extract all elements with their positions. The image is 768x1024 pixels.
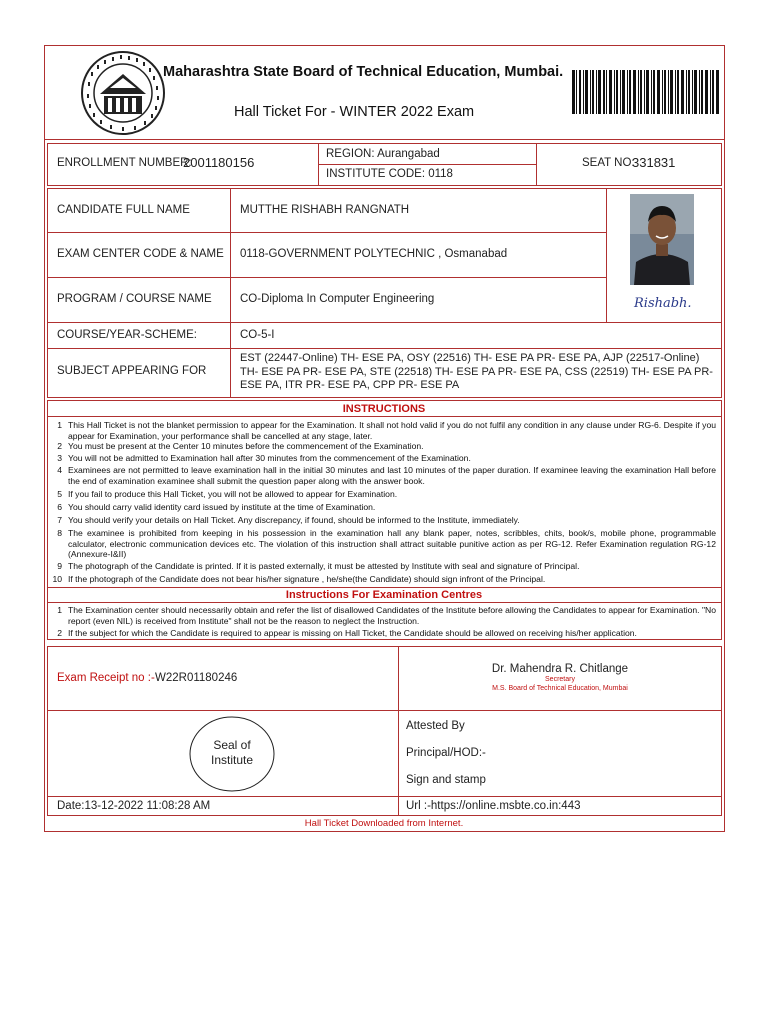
region-text: REGION: Aurangabad (326, 148, 440, 160)
candidate-name-label: CANDIDATE FULL NAME (57, 204, 190, 216)
sign-stamp-label: Sign and stamp (406, 774, 486, 786)
print-date: Date:13-12-2022 11:08:28 AM (57, 800, 211, 812)
exam-receipt-label: Exam Receipt no :- (57, 672, 155, 684)
seal-text-line1: Seal of (213, 738, 251, 752)
subjects-label: SUBJECT APPEARING FOR (57, 365, 207, 377)
instruction-list: 1 This Hall Ticket is not the blanket permission to appear for the Examination. It shall not hold valid if you do not fulfil any condition in any clause under RG-6. Despite if you appear for Examination, your performance shall be cancelled at any stage, later. 2 You must be present at the Center 10 minutes before the commencement of the Examination. 3 You will not be admitted to Examination hall after 30 minutes from the commencement of the Examination. 4 Examinees are not permitted to leave examination hall in the initial 30 minutes and last 10 minutes of the paper duration. If examinee leaving the examination Hall before the end of examination examinee shall submit the question paper along with the answer book. 5 If you fail to produce this Hall Ticket, you will not be allowed to appear for Examination. 6 You should carry valid identity card issued by institute at the time of Examination. 7 You should verify your details on Hall Ticket. Any discrepancy, if found, should be informed to the Institute, immediately. 8 The examinee is prohibited from keeping in his possession in the examination hall any blank paper, notes, scribbles, chits, book/s, mobile phone, programmable calculator, electronic communication devices etc. The violation of this instruction shall attract suitable punitive action as per RG-12. Refer Examination regulation RG-12 (Annexure-I&II) 9 The photograph of the Candidate is printed. If it is pasted externally, it must be attested by Institute with seal and signature of Principal. 10 If the photograph of the Candidate does not bear his/her signature , he/she(the Candidate) should sign infront of the Principal. (52, 420, 716, 584)
instructions-title: INSTRUCTIONS (342, 403, 426, 415)
secretary-title: Secretary (545, 676, 575, 683)
seat-label: SEAT NO: (582, 157, 635, 169)
seat-value: 331831 (632, 155, 676, 170)
centre-instruction-list: 1 The Examination center should necessarily obtain and refer the list of disallowed Candidates of the Institute before allowing the Candidates to appear for Examination. "No report (even NIL) is received from Institute" shall not be the reason to neglect the Instruction. 2 If the subject for which the Candidate is required to appear is missing on Hall Ticket, the Candidate should be allowed on receiving his/her application. (57, 605, 716, 638)
seal-text-line2: Institute (210, 753, 254, 767)
secretary-org: M.S. Board of Technical Education, Mumbai (492, 685, 628, 692)
enrollment-value: 2001180156 (183, 155, 255, 170)
attested-by: Attested By (406, 720, 465, 732)
portal-url: Url :-https://online.msbte.co.in:443 (406, 800, 581, 812)
exam-receipt-value: W22R01180246 (155, 672, 238, 684)
centre-instructions-title: Instructions For Examination Centres (285, 589, 483, 601)
enrollment-label: ENROLLMENT NUMBER: (57, 157, 192, 169)
exam-center-value: 0118-GOVERNMENT POLYTECHNIC , Osmanabad (240, 248, 508, 260)
secretary-name: Dr. Mahendra R. Chitlange (491, 663, 629, 675)
candidate-name-value: MUTTHE RISHABH RANGNATH (240, 204, 410, 216)
downloaded-note: Hall Ticket Downloaded from Internet. (304, 818, 464, 829)
exam-center-label: EXAM CENTER CODE & NAME (57, 248, 224, 260)
barcode-icon (572, 70, 720, 114)
institute-code-text: INSTITUTE CODE: 0118 (326, 168, 453, 180)
subjects-value: EST (22447-Online) TH- ESE PA, OSY (22516) TH- ESE PA PR- ESE PA, AJP (22517-Online) TH- ESE PA PR- ESE PA, STE (22518) TH- ESE PA PR- ESE PA, CSS (22519) TH- ESE PA PR- ESE PA, ITR PR- ESE PA, CPP PR- ESE PA (240, 352, 713, 391)
program-value: CO-Diploma In Computer Engineering (240, 293, 435, 305)
course-year-value: CO-5-I (240, 329, 275, 341)
course-year-label: COURSE/YEAR-SCHEME: (57, 329, 197, 341)
principal-label: Principal/HOD:- (406, 747, 486, 759)
msbte-seal-icon (80, 50, 166, 136)
program-label: PROGRAM / COURSE NAME (57, 293, 212, 305)
candidate-signature: Rishabh. (634, 296, 692, 311)
candidate-photo (630, 194, 694, 285)
ticket-title: Hall Ticket For - WINTER 2022 Exam (234, 104, 475, 120)
board-name: Maharashtra State Board of Technical Education, Mumbai. (163, 64, 564, 80)
